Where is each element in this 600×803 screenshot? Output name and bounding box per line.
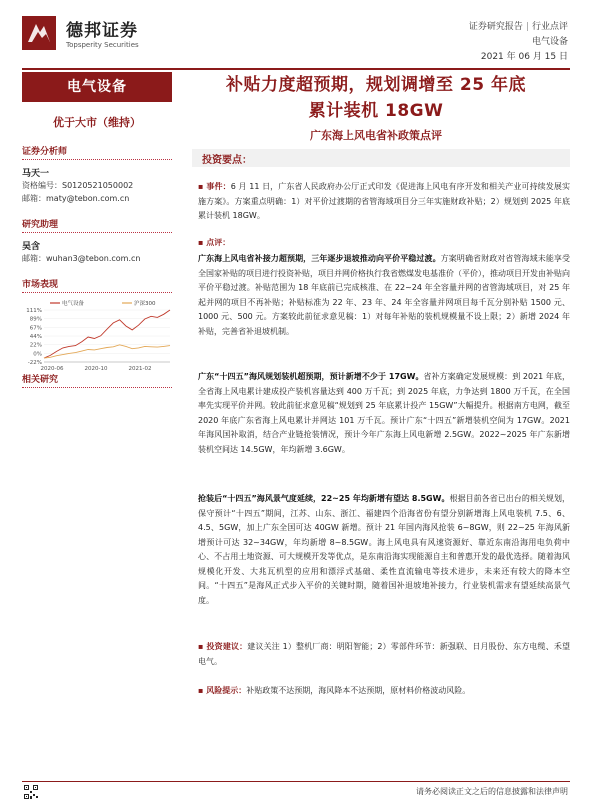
- y-tick-label: 22%: [29, 342, 42, 349]
- key-points-bar: [192, 149, 570, 167]
- market-chart-svg: [22, 298, 174, 374]
- rating: 优于大市（维持）: [53, 116, 141, 129]
- analyst-name: 马天一: [22, 169, 50, 179]
- paragraph-2: [198, 370, 570, 457]
- x-tick-label: 2020-06: [40, 366, 64, 372]
- p3-headline: 抢装后“十四五”海风景气度延续，22~25 年均新增有望达 8.5GW。: [198, 494, 450, 503]
- key-points-label: 投资要点：: [202, 155, 252, 166]
- legend-label: 沪深300: [134, 301, 156, 307]
- p1-text: 方案明确省财政对省管海域未能享受全国家补贴的项目进行投资补贴，项目并网价格执行我省燃煤发电基准价（平价），推动项目开发由补贴向平价平稳过渡。补贴范围为 18 年底前已完成核准、在 22~24 年全容量并网的省管海域项目，对 25 年起并网的项目不再补贴；补贴标准为 22 年、23 年、24 年全容量并网项目每千瓦分别补贴 1500 元、1000 元、500 元。方案较此前征求意见稿：1）对每年补贴的装机规模量不设上限；2）新增 2024 年补贴，完善省补退坡机制。: [198, 254, 571, 336]
- assistant-email[interactable]: 邮箱：wuhan3@tebon.com.cn: [22, 254, 141, 263]
- y-tick-label: 111%: [26, 308, 42, 314]
- separator: |: [525, 22, 529, 32]
- event-label: 事件：: [206, 182, 231, 191]
- brand-name-en: Topsperity Securities: [66, 41, 139, 49]
- y-tick-label: 67%: [29, 325, 42, 332]
- y-tick-label: -22%: [27, 360, 42, 366]
- paragraph-3: [198, 492, 570, 608]
- y-tick-label: 0%: [33, 351, 42, 358]
- series-line-1: [44, 310, 170, 358]
- market-chart: [22, 298, 174, 374]
- industry-tag: 电气设备: [531, 37, 568, 47]
- p3-text: 根据目前各省已出台的相关规划，保守预计“十四五”期间，江苏、山东、浙江、福建四个沿海省份有望分别新增海上风电装机 7.5、6、4.5、5GW，加上广东全国可达 40GW 新增。预计 21 年国内海风抢装 6~8GW，则 22~25 年海风新增预计可达 32~34GW，年均新增 8~8.5GW。海上风电具有风速资源好、靠近东南沿海用电负荷中心、不占用土地资源、可大规模开发等优点，是东南沿海实现能源自主和普惠开发的最优选择。随着海风规模化开发、大兆瓦机型的应用和漂浮式基础、柔性直流输电等技术进步，未来还有较大的降本空间。“十四五”是海风正式步入平价的关键时期，随着国补退坡地补接力，行业装机需求有望延续高景气度。: [198, 494, 570, 605]
- analyst-heading: 证券分析师: [22, 144, 172, 160]
- y-tick-label: 89%: [29, 316, 42, 323]
- p2-headline: 广东“十四五”海风规划装机超预期，预计新增不少于 17GW。: [198, 372, 424, 381]
- comment-heading: [198, 236, 570, 251]
- report-type: 证券研究报告: [468, 22, 523, 32]
- x-tick-label: 2021-02: [128, 366, 152, 372]
- p1-headline: 广东海上风电省补接力超预期，三年逐步退坡推动向平价平稳过渡。: [198, 254, 441, 263]
- analyst-email[interactable]: 邮箱：maty@tebon.com.cn: [22, 194, 130, 203]
- comment-label: 点评：: [206, 238, 231, 247]
- invest-paragraph: [198, 640, 570, 669]
- market-heading: 市场表现: [22, 277, 172, 293]
- bullet-icon: ▪: [198, 238, 207, 247]
- risk-text: 补贴政策不达预期，海风降本不达预期，原材料价格波动风险。: [246, 686, 471, 695]
- company-logo-icon: [22, 16, 56, 50]
- bullet-icon: ▪: [198, 686, 207, 695]
- qr-code-icon: [24, 784, 38, 798]
- related-heading: 相关研究: [22, 372, 172, 388]
- series-line-2: [44, 345, 170, 358]
- event-text: 6 月 11 日，广东省人民政府办公厅正式印发《促进海上风电有序开发和相关产业可持续发展实施方案》。方案重点明确：1）对平价过渡期的省管海域项目分三年实施财政补贴；2）规划到 2025 年底累计装机 18GW。: [198, 182, 570, 220]
- legend-label: 电气设备: [62, 301, 85, 307]
- brand-name-cn: 德邦证券: [66, 21, 138, 41]
- p2-text: 省补方案确定发展规模：到 2021 年底，全省海上风电累计建成投产装机容量达到 400 万千瓦；到 2025 年底，力争达到 1800 万千瓦，在全国率先实现平价并网。较此前征求意见稿“规划到 25 年底累计投产 15GW”大幅提升。根据南方电网，截至 2020 年底广东省海上风电累计并网达 101 万千瓦。预计广东“十四五”新增装机空间为 17GW。2021 年海风国补取消，结合产业链抢装情况，预计今年广东海上风电新增 2.5GW。2022~2025 年广东新增装机空间达 14.5GW，年均新增 3.6GW。: [198, 372, 570, 454]
- sidebar: [22, 72, 172, 293]
- report-title-line2: 累计装机 18GW: [308, 101, 444, 121]
- y-tick-label: 44%: [29, 334, 42, 340]
- x-tick-label: 2020-10: [84, 366, 108, 372]
- report-date: 2021 年 06 月 15 日: [480, 52, 568, 62]
- title-block: [180, 72, 572, 143]
- sector-box: 电气设备: [22, 72, 172, 102]
- footer-divider: [22, 781, 570, 782]
- bullet-icon: ▪: [198, 182, 207, 191]
- invest-label: 投资建议：: [206, 642, 248, 651]
- risk-paragraph: [198, 684, 570, 699]
- risk-label: 风险提示：: [206, 686, 247, 695]
- paragraph-1: [198, 252, 570, 339]
- assistant-heading: 研究助理: [22, 217, 172, 233]
- invest-text: 建议关注 1）整机厂商：明阳智能；2）零部件环节：新强联、日月股份、东方电缆、禾望电气。: [198, 642, 571, 666]
- bullet-icon: ▪: [198, 642, 207, 651]
- footer-disclaimer: 请务必阅读正文之后的信息披露和法律声明: [416, 787, 568, 796]
- report-meta: [469, 20, 568, 65]
- event-paragraph: [198, 180, 570, 224]
- header-divider: [22, 68, 570, 70]
- report-subtitle: 广东海上风电省补政策点评: [310, 129, 442, 142]
- report-title-line1: 补贴力度超预期，规划调增至 25 年底: [226, 75, 526, 95]
- assistant-name: 吴含: [22, 242, 41, 252]
- analyst-cert: 资格编号：S0120521050002: [22, 181, 134, 190]
- report-category: 行业点评: [531, 22, 568, 32]
